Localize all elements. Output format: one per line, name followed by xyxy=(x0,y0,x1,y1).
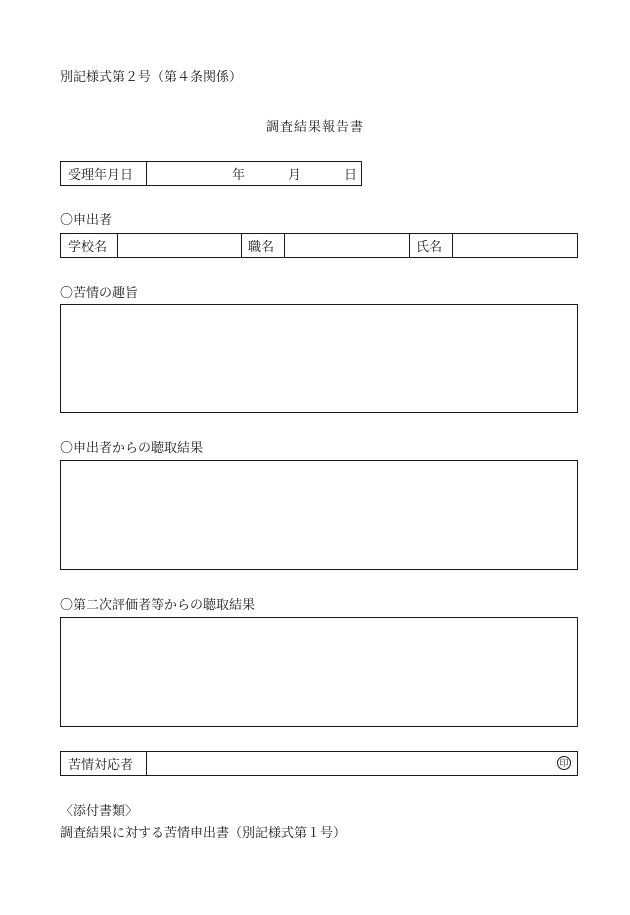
applicant-heading: 〇申出者 xyxy=(60,213,113,228)
complaint-purpose-box xyxy=(60,304,578,413)
applicant-hearing-heading: 〇申出者からの聴取結果 xyxy=(60,441,204,456)
form-identifier: 別記様式第２号（第４条関係） xyxy=(60,70,243,85)
attachments-heading: 〈添付書類〉 xyxy=(60,804,139,819)
position-label: 職名 xyxy=(248,240,275,255)
divider xyxy=(117,234,118,257)
year-unit: 年 xyxy=(232,168,246,183)
receipt-date-table xyxy=(60,161,362,186)
divider xyxy=(452,234,453,257)
complaint-handler-table xyxy=(60,751,578,776)
applicant-table xyxy=(60,233,578,258)
attachment-item: 調査結果に対する苦情申出書（別記様式第１号） xyxy=(60,826,347,841)
month-unit: 月 xyxy=(288,168,302,183)
evaluator-hearing-heading: 〇第二次評価者等からの聴取結果 xyxy=(60,598,256,613)
evaluator-hearing-box xyxy=(60,617,578,727)
complaint-handler-label: 苦情対応者 xyxy=(68,758,134,773)
seal-mark: 印 xyxy=(557,756,571,770)
school-name-label: 学校名 xyxy=(68,240,108,255)
receipt-date-label: 受理年月日 xyxy=(68,168,134,183)
day-unit: 日 xyxy=(344,168,358,183)
name-label: 氏名 xyxy=(416,240,443,255)
applicant-hearing-box xyxy=(60,460,578,570)
divider xyxy=(146,752,147,775)
divider xyxy=(146,162,147,185)
document-title: 調査結果報告書 xyxy=(265,120,364,135)
complaint-purpose-heading: 〇苦情の趣旨 xyxy=(60,286,139,301)
divider xyxy=(284,234,285,257)
